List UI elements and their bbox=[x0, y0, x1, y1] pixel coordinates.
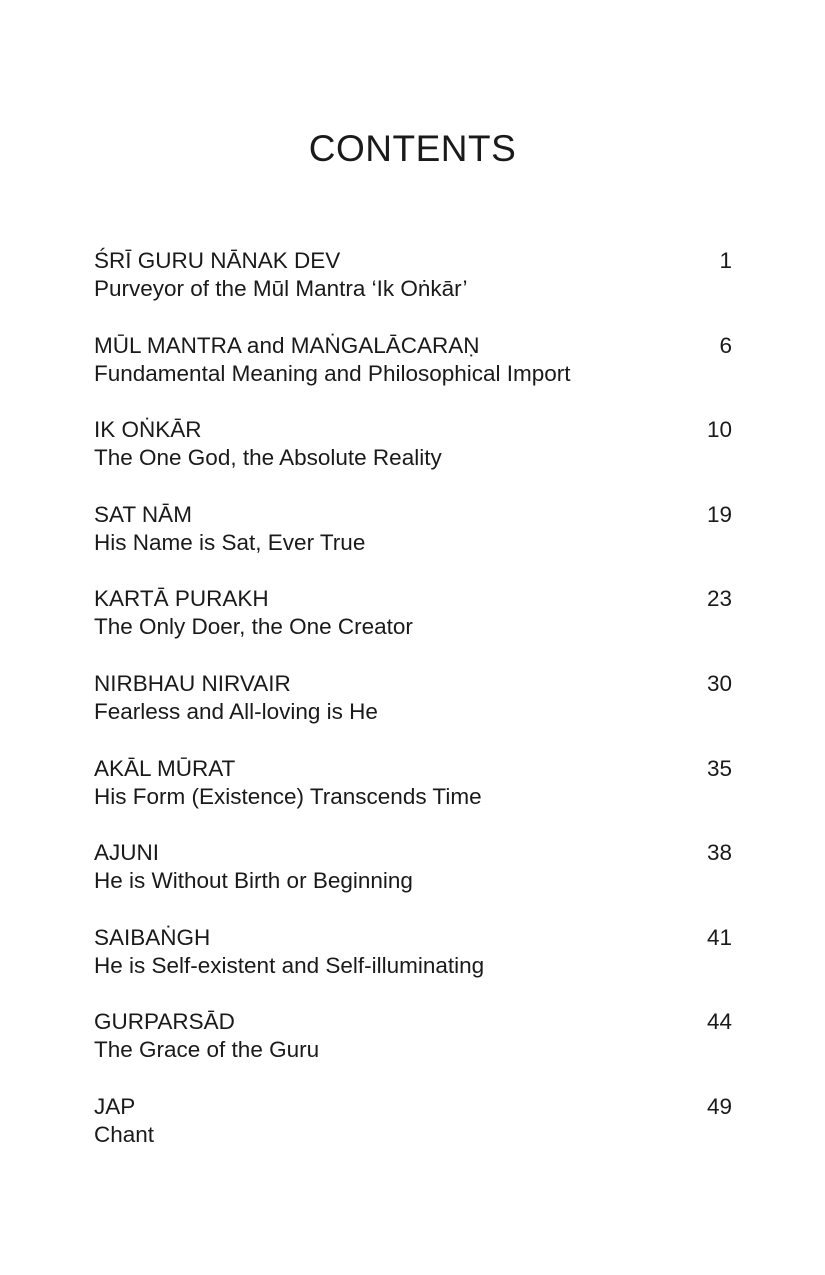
toc-entry-title: IK OṄKĀR bbox=[94, 417, 202, 443]
toc-entry-subtitle: The Only Doer, the One Creator bbox=[94, 614, 413, 640]
toc-entry-title: ŚRĪ GURU NĀNAK DEV bbox=[94, 248, 341, 273]
toc-entry-title: SAT NĀM bbox=[94, 501, 192, 527]
toc-entry-subtitle: Chant bbox=[94, 1121, 155, 1147]
toc-entry-page-number: 30 bbox=[706, 670, 732, 696]
toc-entry-title: KARTĀ PURAKH bbox=[94, 586, 269, 612]
toc-entry[interactable] bbox=[94, 416, 732, 501]
table-of-contents bbox=[94, 247, 732, 1178]
toc-entry-title: NIRBHAU NIRVAIR bbox=[94, 670, 291, 696]
toc-entry-page-number: 10 bbox=[706, 417, 732, 443]
toc-entry-subtitle: Purveyor of the Mūl Mantra ‘Ik Oṅkār’ bbox=[94, 276, 468, 301]
toc-entry-subtitle: He is Without Birth or Beginning bbox=[94, 868, 413, 894]
toc-entry[interactable] bbox=[94, 1093, 732, 1178]
toc-entry[interactable] bbox=[94, 501, 732, 586]
toc-entry-subtitle: The One God, the Absolute Reality bbox=[94, 445, 442, 471]
toc-entry-page-number: 6 bbox=[719, 332, 732, 358]
toc-entry-page-number: 41 bbox=[706, 924, 732, 950]
toc-entry-page-number: 23 bbox=[706, 586, 732, 612]
toc-entry-page-number: 35 bbox=[706, 755, 732, 781]
toc-entry-subtitle: Fearless and All-loving is He bbox=[94, 698, 378, 724]
toc-entry-page-number: 1 bbox=[719, 248, 732, 273]
toc-entry[interactable] bbox=[94, 924, 732, 1009]
toc-entry[interactable] bbox=[94, 1008, 732, 1093]
toc-entry[interactable] bbox=[94, 585, 732, 670]
toc-entry[interactable] bbox=[94, 670, 732, 755]
toc-entry-subtitle: His Name is Sat, Ever True bbox=[94, 529, 366, 555]
toc-entry-page-number: 49 bbox=[706, 1093, 732, 1119]
toc-entry-subtitle: He is Self-existent and Self-illuminating bbox=[94, 952, 485, 978]
toc-entry-subtitle: Fundamental Meaning and Philosophical Import bbox=[94, 360, 571, 386]
toc-entry-subtitle: The Grace of the Guru bbox=[94, 1037, 320, 1063]
toc-entry[interactable] bbox=[94, 839, 732, 924]
toc-entry-page-number: 38 bbox=[706, 840, 732, 866]
toc-entry-page-number: 19 bbox=[706, 501, 732, 527]
toc-entry[interactable] bbox=[94, 247, 732, 332]
toc-entry-page-number: 44 bbox=[706, 1009, 732, 1035]
toc-entry-title: AKĀL MŪRAT bbox=[94, 755, 236, 781]
toc-entry-title: JAP bbox=[94, 1093, 136, 1119]
toc-entry[interactable] bbox=[94, 755, 732, 840]
toc-entry-title: AJUNI bbox=[94, 840, 160, 866]
toc-entry-subtitle: His Form (Existence) Transcends Time bbox=[94, 783, 482, 809]
toc-entry-title: GURPARSĀD bbox=[94, 1009, 235, 1035]
page-title: CONTENTS bbox=[308, 128, 517, 169]
toc-entry-title: MŪL MANTRA and MAṄGALĀCARAṆ bbox=[94, 332, 480, 358]
toc-entry-title: SAIBAṄGH bbox=[94, 924, 211, 950]
toc-entry[interactable] bbox=[94, 332, 732, 417]
